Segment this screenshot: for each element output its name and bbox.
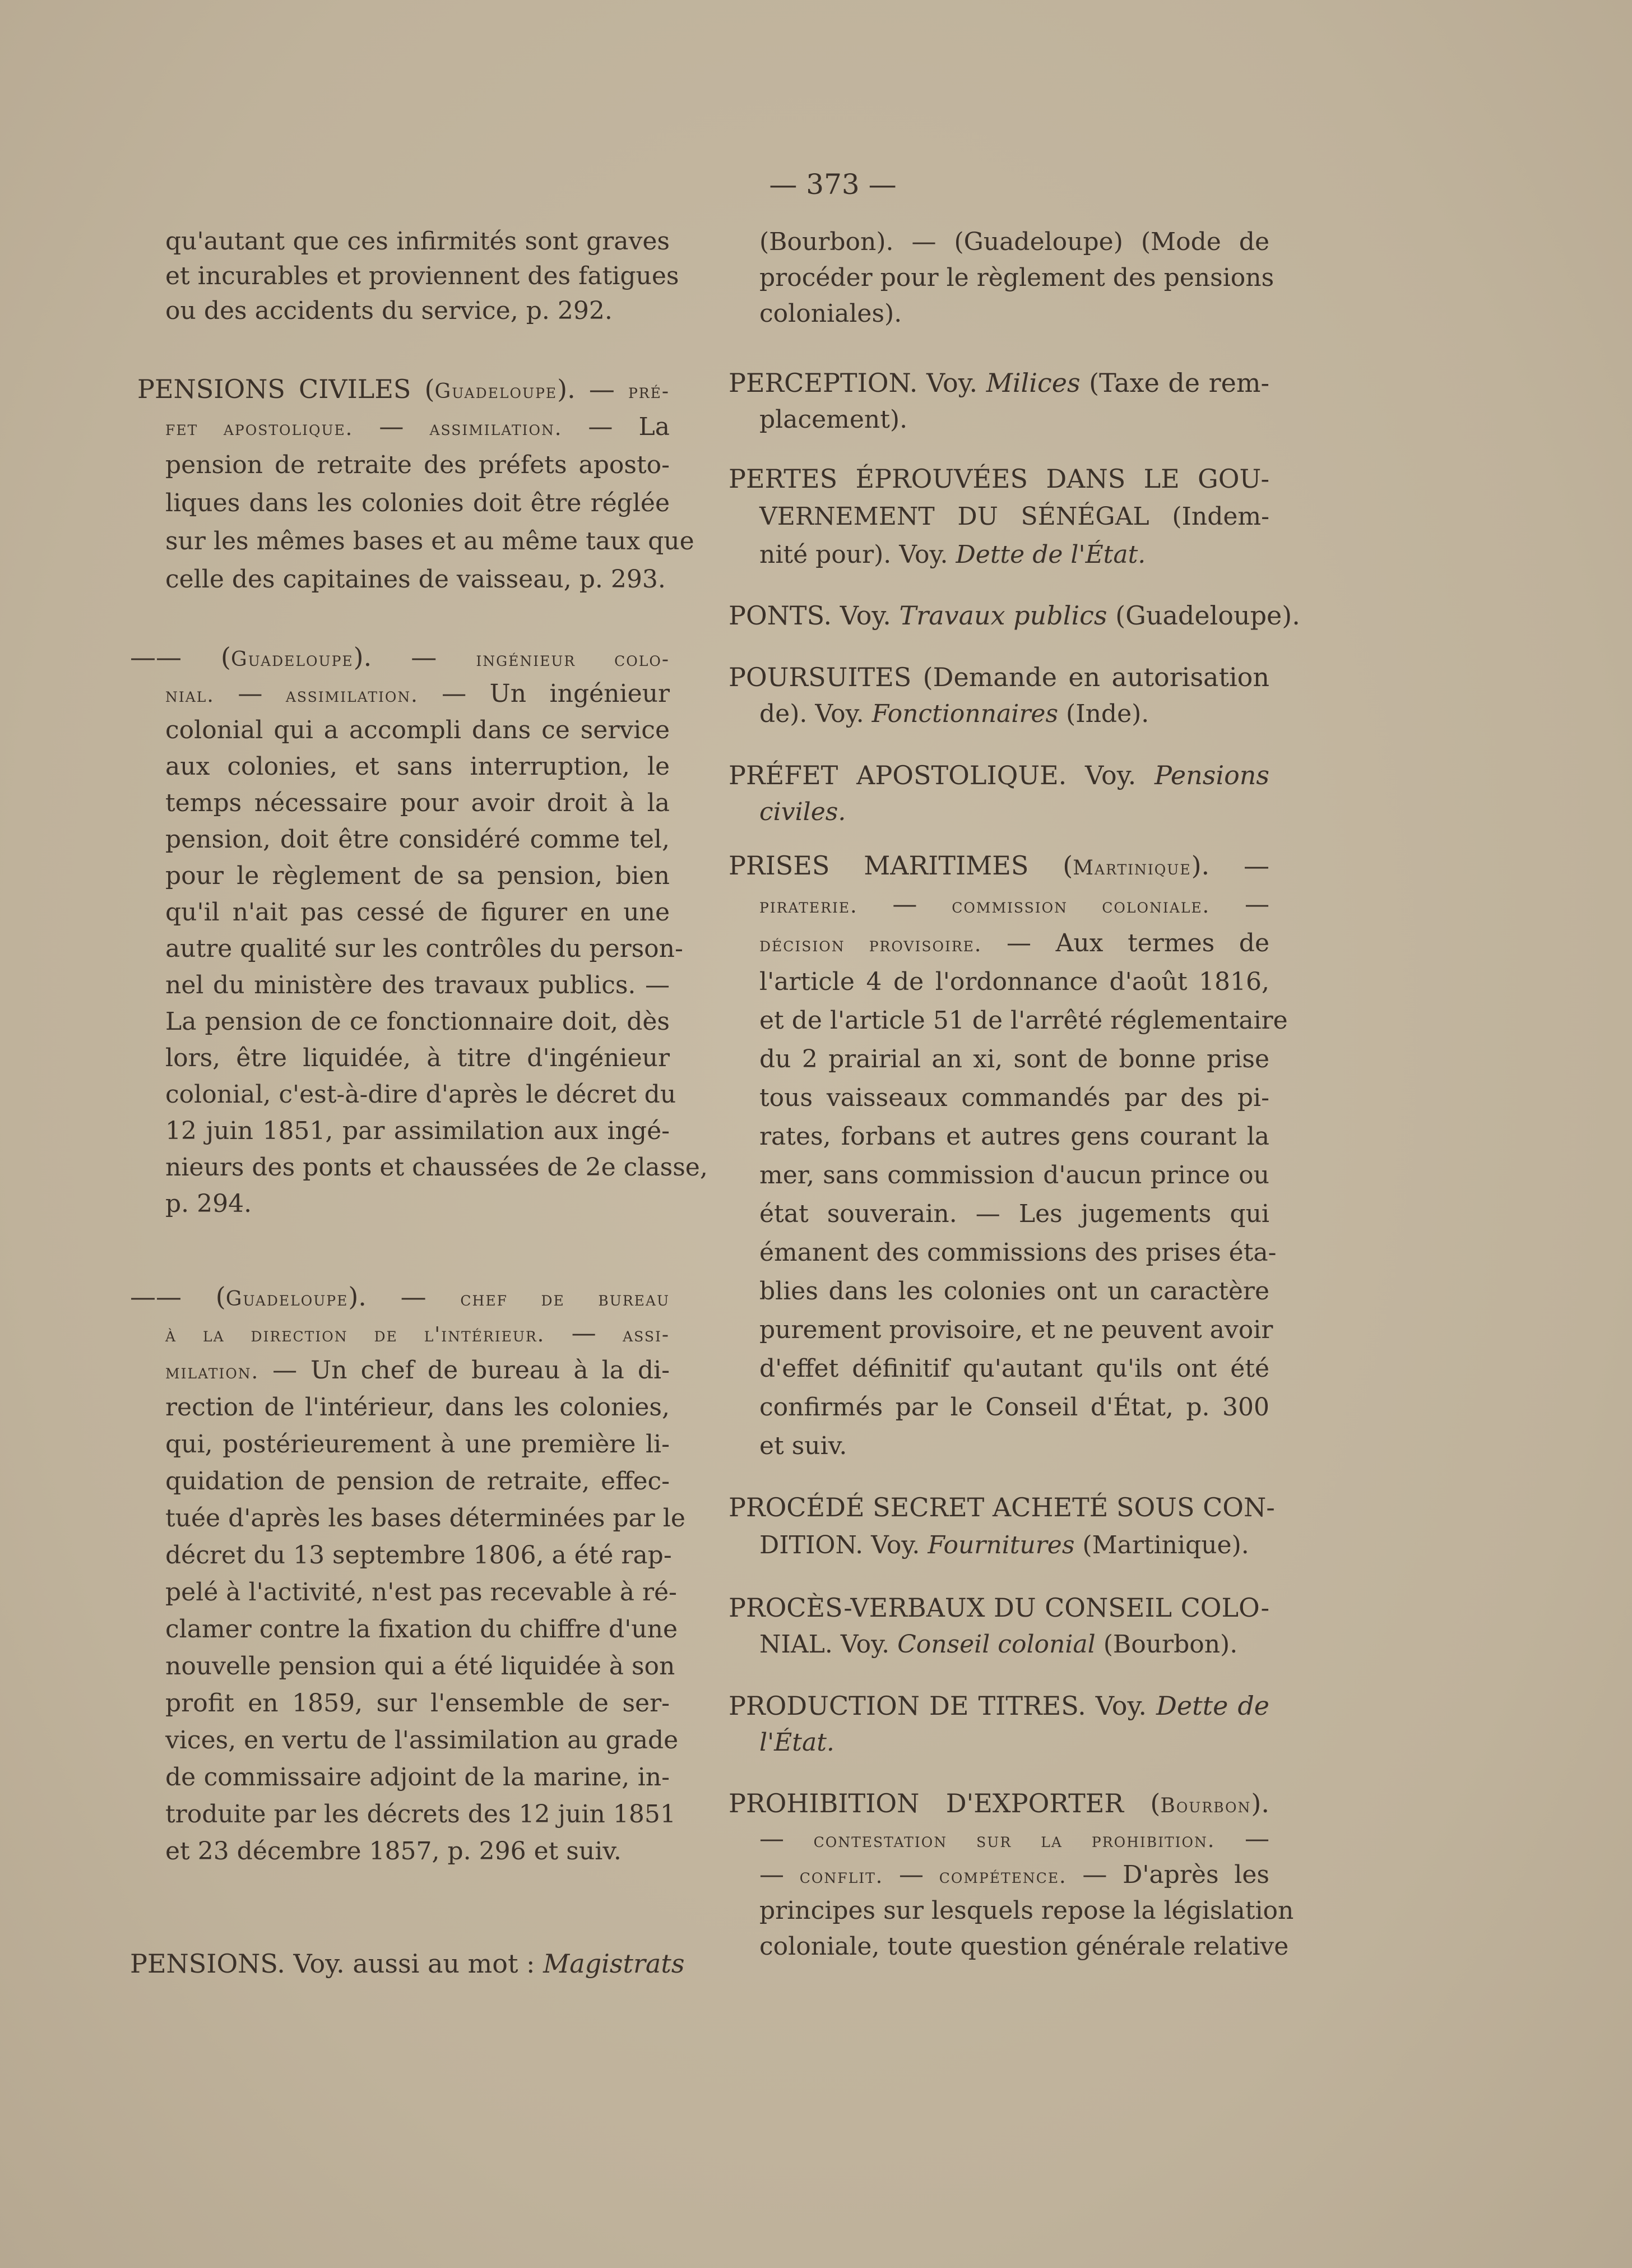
text: autre qualité sur les contrôles du person-: [165, 934, 683, 963]
page-number: — 373 —: [769, 168, 897, 201]
text: PROCÈS-VERBAUX DU CONSEIL COLO-: [729, 1593, 1269, 1623]
entry-first-line: [729, 846, 1269, 885]
text: ). —: [1191, 850, 1269, 881]
entry-first-line: [130, 1945, 685, 1982]
text: d'effet définitif qu'autant qu'ils ont été: [759, 1354, 1269, 1383]
italic-reference: Fournitures: [928, 1531, 1075, 1559]
entry-line: [759, 924, 1269, 962]
text: PENSIONS CIVILES (: [137, 374, 435, 404]
text: décret du 13 septembre 1806, a été rap-: [165, 1541, 672, 1570]
text: — La: [562, 413, 670, 441]
text: VERNEMENT DU SÉNÉGAL (Indem-: [759, 502, 1269, 531]
entry-line: [165, 967, 670, 1003]
text: 12 juin 1851, par assimilation aux ingé-: [165, 1117, 670, 1145]
entry-line: [759, 885, 1269, 924]
text: POURSUITES (Demande en autorisation: [729, 662, 1269, 692]
entry-line: [165, 561, 670, 599]
entry-line: [759, 296, 1269, 332]
text: et de l'article 51 de l'arrêté réglementaire: [759, 1006, 1288, 1035]
text: lors, être liquidée, à titre d'ingénieur: [165, 1044, 670, 1072]
text: coloniale, toute question générale relative: [759, 1932, 1289, 1961]
text: (Guadeloupe).: [1107, 600, 1300, 631]
entry-line: [759, 1626, 1269, 1663]
entry-line: [759, 1821, 1269, 1857]
entry-line: [759, 1195, 1269, 1233]
entry-line: [165, 1685, 670, 1722]
entry-line: [165, 1537, 670, 1574]
text: et 23 décembre 1857, p. 296 et suiv.: [165, 1837, 622, 1866]
text: PROCÉDÉ SECRET ACHETÉ SOUS CON-: [729, 1492, 1275, 1522]
entry-first-line: [137, 370, 670, 408]
text: La pension de ce fonctionnaire doit, dès: [165, 1007, 670, 1036]
entry-line: [759, 962, 1269, 1001]
small-caps-text: commission coloniale.: [952, 895, 1211, 918]
text: et incurables et proviennent des fatigues: [165, 262, 679, 290]
text: — Un ingénieur: [418, 679, 670, 708]
small-caps-text: Martinique: [1073, 857, 1191, 880]
small-caps-text: assimilation.: [285, 684, 419, 707]
entry-first-line: [130, 639, 670, 675]
entry-line: [165, 1113, 670, 1149]
italic-reference: Travaux publics: [899, 600, 1107, 631]
entry-first-line: [729, 460, 1269, 498]
italic-reference: Pensions: [1155, 760, 1269, 790]
text: purement provisoire, et ne peuvent avoir: [759, 1316, 1273, 1344]
text: PROHIBITION D'EXPORTER (: [729, 1788, 1161, 1818]
italic-reference: Magistrats: [543, 1948, 685, 1979]
small-caps-text: Guadeloupe: [231, 648, 354, 671]
text: sur les mêmes bases et au même taux que: [165, 527, 694, 556]
text: principes sur lesquels repose la législation: [759, 1896, 1294, 1925]
entry-line: [165, 931, 683, 967]
text: (Inde).: [1058, 700, 1149, 728]
text: nieurs des ponts et chaussées de 2e classe,: [165, 1153, 708, 1182]
text: émanent des commissions des prises éta-: [759, 1238, 1277, 1267]
entry-line: [165, 1796, 676, 1833]
text: —: [883, 1860, 939, 1889]
entry-line: [759, 1724, 1269, 1761]
small-caps-text: compétence.: [939, 1865, 1067, 1888]
entry-line: [165, 858, 670, 894]
entry-line: [165, 785, 670, 821]
text: pour le règlement de sa pension, bien: [165, 862, 670, 890]
text: placement).: [759, 405, 908, 434]
text: — Aux termes de: [982, 929, 1269, 957]
entry-line: [165, 675, 670, 712]
small-caps-text: fet apostolique.: [165, 417, 354, 440]
small-caps-text: chef de bureau: [460, 1288, 670, 1311]
entry-first-line: [729, 364, 1269, 401]
entry-line: [759, 1079, 1269, 1117]
text: vices, en vertu de l'assimilation au grade: [165, 1726, 679, 1755]
entry-line: [165, 1426, 670, 1463]
entry-line: [165, 1759, 670, 1796]
entry-line: [165, 1500, 685, 1537]
entry-line: [759, 1117, 1269, 1156]
text: confirmés par le Conseil d'État, p. 300: [759, 1393, 1269, 1422]
text: qu'autant que ces infirmités sont graves: [165, 227, 670, 256]
entry-line: [165, 446, 670, 484]
small-caps-text: conflit.: [799, 1865, 884, 1888]
text: quidation de pension de retraite, effec-: [165, 1467, 670, 1496]
italic-reference: Dette de: [1156, 1691, 1270, 1721]
entry-line: [165, 894, 670, 931]
entry-line: [165, 1611, 678, 1648]
text: PONTS. Voy.: [729, 600, 900, 631]
text: —: [214, 679, 286, 708]
small-caps-text: milation.: [165, 1360, 259, 1383]
text: — Un chef de bureau à la di-: [259, 1356, 670, 1385]
italic-reference: Conseil colonial: [897, 1630, 1096, 1659]
entry-first-line: [729, 757, 1269, 794]
text: blies dans les colonies ont un caractère: [759, 1277, 1269, 1306]
text: temps nécessaire pour avoir droit à la: [165, 789, 670, 817]
text: et suiv.: [759, 1432, 847, 1460]
text: — D'après les: [1067, 1860, 1269, 1889]
text: celle des capitaines de vaisseau, p. 293.: [165, 565, 666, 594]
entry-line: [165, 1149, 708, 1186]
text: tuée d'après les bases déterminées par le: [165, 1504, 685, 1533]
text: (Bourbon).: [1095, 1630, 1238, 1659]
entry-line: [165, 259, 679, 294]
text: —: [545, 1319, 623, 1348]
text: colonial, c'est-à-dire d'après le décret du: [165, 1080, 676, 1109]
text: —— (: [130, 1281, 226, 1312]
text: ). —: [353, 642, 476, 672]
text: (Martinique).: [1074, 1531, 1249, 1559]
entry-line: [165, 1040, 670, 1076]
text: coloniales).: [759, 299, 902, 328]
text: du 2 prairial an xi, sont de bonne prise: [759, 1045, 1269, 1073]
text: —: [1215, 1825, 1269, 1853]
text: —: [1210, 890, 1269, 919]
entry-line: [165, 1389, 670, 1426]
entry-line: [165, 484, 670, 522]
text: —— (: [130, 642, 231, 672]
text: PRODUCTION DE TITRES. Voy.: [729, 1691, 1156, 1721]
entry-first-line: [729, 1785, 1269, 1821]
small-caps-text: Guadeloupe: [225, 1288, 349, 1311]
text: ). —: [557, 374, 628, 404]
entry-line: [759, 1311, 1273, 1349]
entry-line: [759, 1893, 1294, 1929]
entry-line: [759, 1156, 1269, 1195]
entry-line: [165, 1315, 670, 1352]
text: colonial qui a accompli dans ce service: [165, 716, 670, 744]
small-caps-text: nial.: [165, 684, 215, 707]
text: PENSIONS. Voy. aussi au mot :: [130, 1948, 544, 1979]
italic-reference: civiles.: [759, 798, 846, 826]
entry-line: [165, 1003, 670, 1040]
entry-line: [165, 408, 670, 446]
text: (Taxe de rem-: [1080, 368, 1269, 398]
text: NIAL. Voy.: [759, 1630, 898, 1659]
entry-line: [165, 1833, 670, 1870]
entry-line: [759, 401, 1269, 438]
entry-line: [759, 1388, 1269, 1427]
entry-line: [165, 522, 694, 561]
text: —: [353, 413, 430, 441]
italic-reference: l'État.: [759, 1728, 834, 1757]
entry-line: [165, 1186, 670, 1222]
text: ). —: [348, 1281, 461, 1312]
text: DITION. Voy.: [759, 1531, 928, 1559]
small-caps-text: Guadeloupe: [434, 380, 558, 403]
small-caps-text: ingénieur colo-: [476, 648, 670, 671]
entry-line: [759, 536, 1269, 574]
entry-line: [165, 1574, 677, 1611]
text: qu'il n'ait pas cessé de figurer en une: [165, 898, 670, 927]
entry-line: [165, 1648, 675, 1685]
entry-line: [759, 1929, 1289, 1965]
entry-line: [759, 260, 1274, 296]
entry-line: [165, 712, 670, 748]
entry-first-line: [729, 597, 1300, 634]
italic-reference: Fonctionnaires: [871, 700, 1059, 728]
entry-line: [759, 1526, 1269, 1565]
small-caps-text: à la direction de l'intérieur.: [165, 1323, 545, 1346]
text: clamer contre la fixation du chiffre d'une: [165, 1615, 678, 1644]
text: ou des accidents du service, p. 292.: [165, 297, 613, 325]
text: PERCEPTION. Voy.: [729, 368, 986, 398]
text: mer, sans commission d'aucun prince ou: [759, 1161, 1269, 1189]
text: profit en 1859, sur l'ensemble de ser-: [165, 1689, 670, 1718]
text: de commissaire adjoint de la marine, in-: [165, 1763, 670, 1792]
text: pelé à l'activité, n'est pas recevable à ré-: [165, 1578, 677, 1607]
text: procéder pour le règlement des pensions: [759, 263, 1274, 292]
entry-first-line: [729, 1687, 1269, 1724]
text: état souverain. — Les jugements qui: [759, 1200, 1269, 1228]
entry-first-line: [729, 659, 1269, 696]
entry-line: [759, 1427, 1269, 1465]
entry-line: [759, 1272, 1269, 1311]
text: tous vaisseaux commandés par des pi-: [759, 1084, 1269, 1112]
entry-line: [759, 1233, 1277, 1272]
text: nouvelle pension qui a été liquidée à son: [165, 1652, 675, 1681]
entry-line: [165, 1463, 670, 1500]
small-caps-text: contestation sur la prohibition.: [813, 1829, 1216, 1852]
entry-line: [759, 1040, 1269, 1079]
small-caps-text: assi-: [623, 1323, 670, 1346]
text: ).: [1251, 1788, 1269, 1818]
text: pension, doit être considéré comme tel,: [165, 825, 670, 854]
entry-line: [759, 794, 1269, 831]
text: qui, postérieurement à une première li-: [165, 1430, 670, 1459]
text: de). Voy.: [759, 700, 872, 728]
entry-line: [165, 1076, 676, 1113]
italic-reference: Milices: [986, 368, 1081, 398]
entry-line: [165, 1352, 670, 1389]
entry-line: [165, 748, 670, 785]
text: PRISES MARITIMES (: [729, 850, 1073, 881]
text: nité pour). Voy.: [759, 540, 956, 569]
small-caps-text: pré-: [628, 380, 670, 403]
small-caps-text: piraterie.: [759, 895, 858, 918]
entry-first-line: [165, 224, 670, 259]
text: aux colonies, et sans interruption, le: [165, 752, 670, 781]
small-caps-text: assimilation.: [429, 417, 563, 440]
text: liques dans les colonies doit être réglée: [165, 489, 670, 517]
small-caps-text: Bourbon: [1160, 1794, 1251, 1817]
entry-first-line: [729, 1589, 1269, 1626]
entry-first-line: [729, 1488, 1275, 1526]
text: nel du ministère des travaux publics. —: [165, 971, 670, 999]
text: —: [759, 1825, 814, 1853]
text: p. 294.: [165, 1189, 252, 1218]
entry-line: [759, 498, 1269, 536]
entry-line: [759, 696, 1269, 733]
entry-line: [759, 1001, 1288, 1040]
entry-first-line: [759, 224, 1269, 260]
text: PERTES ÉPROUVÉES DANS LE GOU-: [729, 464, 1269, 494]
text: —: [759, 1860, 800, 1889]
text: rection de l'intérieur, dans les colonies,: [165, 1393, 670, 1422]
text: troduite par les décrets des 12 juin 1851: [165, 1800, 676, 1829]
entry-line: [759, 1349, 1269, 1388]
entry-line: [165, 821, 670, 858]
text: pension de retraite des préfets aposto-: [165, 451, 670, 479]
entry-line: [165, 294, 670, 328]
entry-line: [759, 1857, 1269, 1893]
text: —: [857, 890, 952, 919]
text: l'article 4 de l'ordonnance d'août 1816,: [759, 968, 1269, 996]
text: rates, forbans et autres gens courant la: [759, 1122, 1269, 1151]
italic-reference: Dette de l'État.: [956, 540, 1146, 569]
text: PRÉFET APOSTOLIQUE. Voy.: [729, 760, 1155, 790]
small-caps-text: décision provisoire.: [759, 933, 982, 956]
text: (Bourbon). — (Guadeloupe) (Mode de: [759, 228, 1269, 256]
entry-first-line: [130, 1278, 670, 1315]
entry-line: [165, 1722, 679, 1759]
